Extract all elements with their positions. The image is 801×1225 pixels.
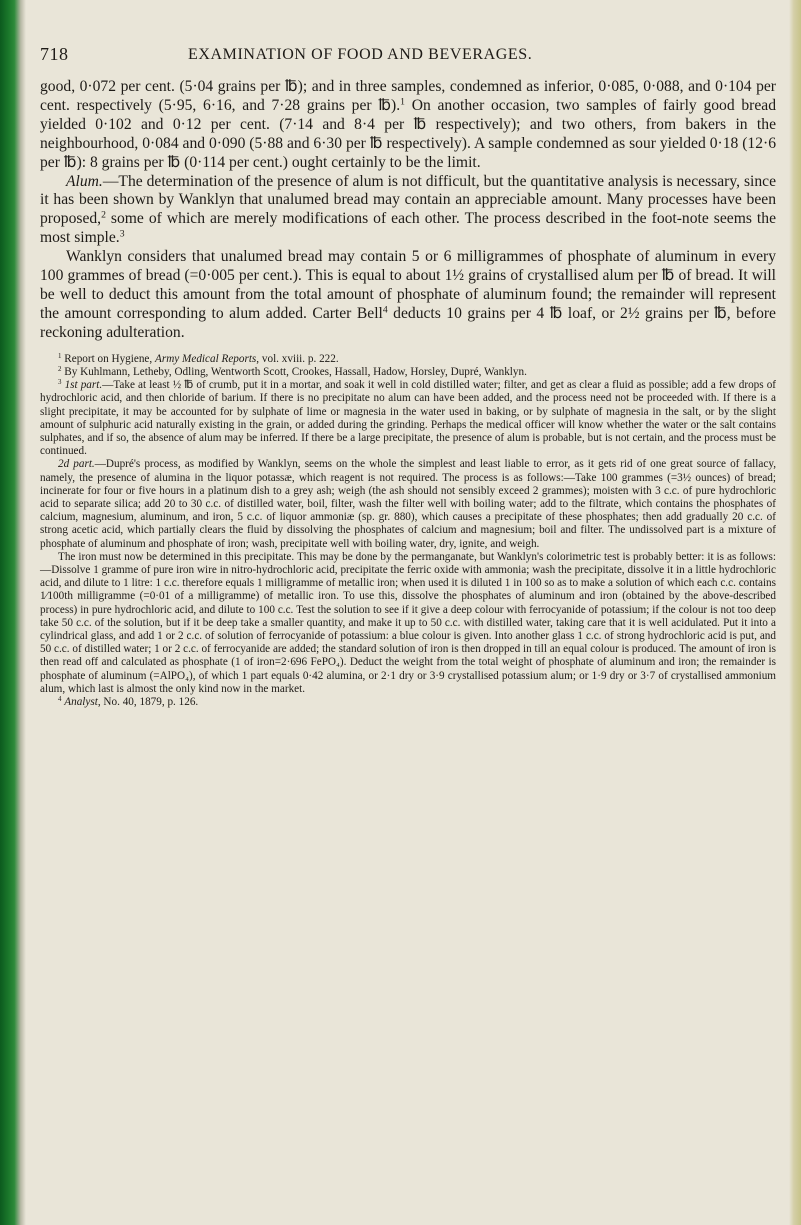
footnote-2: $^2$ By Kuhlmann, Letheby, Odling, Wentworth Scott, Crookes, Hassall, Hadow, Horsley, Dupré, Wanklyn. <box>58 365 527 378</box>
paragraph-bread-results: good, 0·072 per cent. (5·04 grains per ℔); and in three samples, condemned as inferior, 0·085, 0·088, and 0·104 per cent. respectively (5·95, 6·16, and 7·28 grains per ℔).$^1$ On another occasion, two samples of fairly good bread yielded 0·102 and 0·12 per cent. (7·14 and 8·4 per ℔ respectively); and two others, from bakers in the neighbourhood, 0·084 and 0·090 (5·88 and 6·30 per ℔ respectively). A sample condemned as sour yielded 0·18 (12·6 per ℔): 8 grains per ℔ (0·114 per cent.) ought certainly to be the limit. <box>40 78 777 171</box>
page-right-edge <box>789 0 801 1225</box>
footnote-4: $^4$ Analyst, No. 40, 1879, p. 126. <box>58 695 199 708</box>
footnote-1: $^1$ Report on Hygiene, Army Medical Reports, vol. xviii. p. 222. <box>58 351 339 365</box>
footnote-ref-1: 1 <box>400 96 405 108</box>
running-title: EXAMINATION OF FOOD AND BEVERAGES. <box>188 46 533 63</box>
running-header <box>40 44 776 74</box>
footnote-3-iron-determination: The iron must now be determined in this precipitate. This may be done by the permanganate, but Wanklyn's colorimetric test is probably better: it is as follows:—Dissolve 1 gramme of pure iron wire in nitro-hydrochloric acid, precipitate the ferric oxide with ammonia; wash the precipitate, dissolve it in a little hydrochloric acid, and dilute to 1 litre: 1 c.c. therefore equals 1 milligramme of metallic iron; when used it is diluted 1 in 100 so as to make a solution of which each c.c. contains 1⁄100th milligramme (=0·01 of a milligramme) of metallic iron. To use this, dissolve the phosphates of aluminum and iron (obtained by the above-described process) in pure hydrochloric acid, and dilute to 100 c.c. Test the solution to see if it give a deep colour with ferrocyanide of potassium; if the colour is not too deep take 50 c.c. of the solution, but if it be deep take a smaller quantity, and make it up to 50 c.c. with distilled water, taking care that it is well acidulated. Put it into a cylindrical glass, and add 1 or 2 c.c. of solution of ferrocyanide of potassium: a blue colour is given. Into another glass 1 c.c. of strong hydrochloric acid is put, and 50 c.c. of distilled water; 1 or 2 c.c. of ferrocyanide are added; the standard solution of iron is then dropped in till an equal colour is produced. The amount of iron is then read off and calculated as phosphate (1 of iron=2·696 FePO₄). Deduct the weight from the total weight of phosphate of aluminum and iron; the remainder is phosphate of aluminum (=AlPO₄), of which 1 part equals 0·42 alumina, or 2·1 dry or 3·9 crystallised potassium alum; or 1·9 dry or 3·7 of crystallised ammonium alum, which last is almost the only kind now in the market. <box>40 550 776 695</box>
footnote-ref-3: 3 <box>119 228 125 240</box>
page-number: 718 <box>40 44 69 64</box>
main-text <box>40 78 776 343</box>
footnotes <box>40 353 776 709</box>
footnote-3-first-part: $^3$ 1st part.—Take at least ½ ℔ of crumb, put it in a mortar, and soak it well in cold distilled water; filter, and get as clear a fluid as possible; add a few drops of hydrochloric acid, and then chloride of barium. If there is no precipitate no alum can have been added, and the process need not be proceeded with. If there is a slight precipitate, it may be accounted for by sulphate of lime or magnesia in the water used in baking, or by sulphate of magnesia in the salt, or by the slight amount of sulphuric acid naturally existing in the grain, or added during the grinding. Perhaps the medical officer will know whether the water or the salt contains sulphates, and if so, the absence of alum may be inferred. If there be a large precipitate, the presence of alum is probable, but is not certain, and the process must be continued. <box>40 378 777 458</box>
book-binding-edge <box>0 0 26 1225</box>
footnote-ref-4: 4 <box>382 304 388 316</box>
section-heading-alum: Alum. <box>66 172 103 190</box>
book-page <box>40 44 776 709</box>
footnote-ref-2: 2 <box>101 210 106 222</box>
footnote-3-second-part: 2d part.—Dupré's process, as modified by Wanklyn, seems on the whole the simplest and least liable to error, as it gets rid of one great source of fallacy, namely, the presence of alumina in the liquor potassæ, which reagent is not required. The process is as follows:—Take 100 grammes (=3½ ounces) of bread; incinerate for four or five hours in a platinum dish to a grey ash; weigh (the ash should not sensibly exceed 2 grammes); moisten with 3 c.c. of pure hydrochloric acid to separate silica; add 20 to 30 c.c. of distilled water, boil, filter, wash the filter well with boiling water; add to the filtrate, which contains the phosphates of calcium, magnesium, aluminum, and iron, 5 c.c. of liquor ammoniæ (sp. gr. 880), which causes a precipitate of these phosphates; then add gradually 20 c.c. of strong acetic acid, which partially clears the fluid by dissolving the phosphates of calcium and magnesium; boil and filter. The undissolved part is a mixture of phosphate of aluminum and phosphate of iron; wash, precipitate well with boiling water, dry, ignite, and weigh. <box>40 458 776 550</box>
paragraph-alum: Alum.—The determination of the presence of alum is not difficult, but the quantitative analysis is necessary, since it has been shown by Wanklyn that unalumed bread may contain an appreciable amount. Many processes have been proposed,$^2$ some of which are merely modifications of each other. The process described in the foot-note seems the most simple.$^3$ <box>40 172 776 247</box>
paragraph-wanklyn: Wanklyn considers that unalumed bread may contain 5 or 6 milligrammes of phosphate of aluminum in every 100 grammes of bread (=0·005 per cent.). This is equal to about 1½ grains of crystallised alum per ℔ of bread. It will be well to deduct this amount from the total amount of phosphate of aluminum found; the remainder will represent the amount corresponding to alum added. Carter Bell$^4$ deducts 10 grains per 4 ℔ loaf, or 2½ grains per ℔, before reckoning adulteration. <box>40 248 776 341</box>
